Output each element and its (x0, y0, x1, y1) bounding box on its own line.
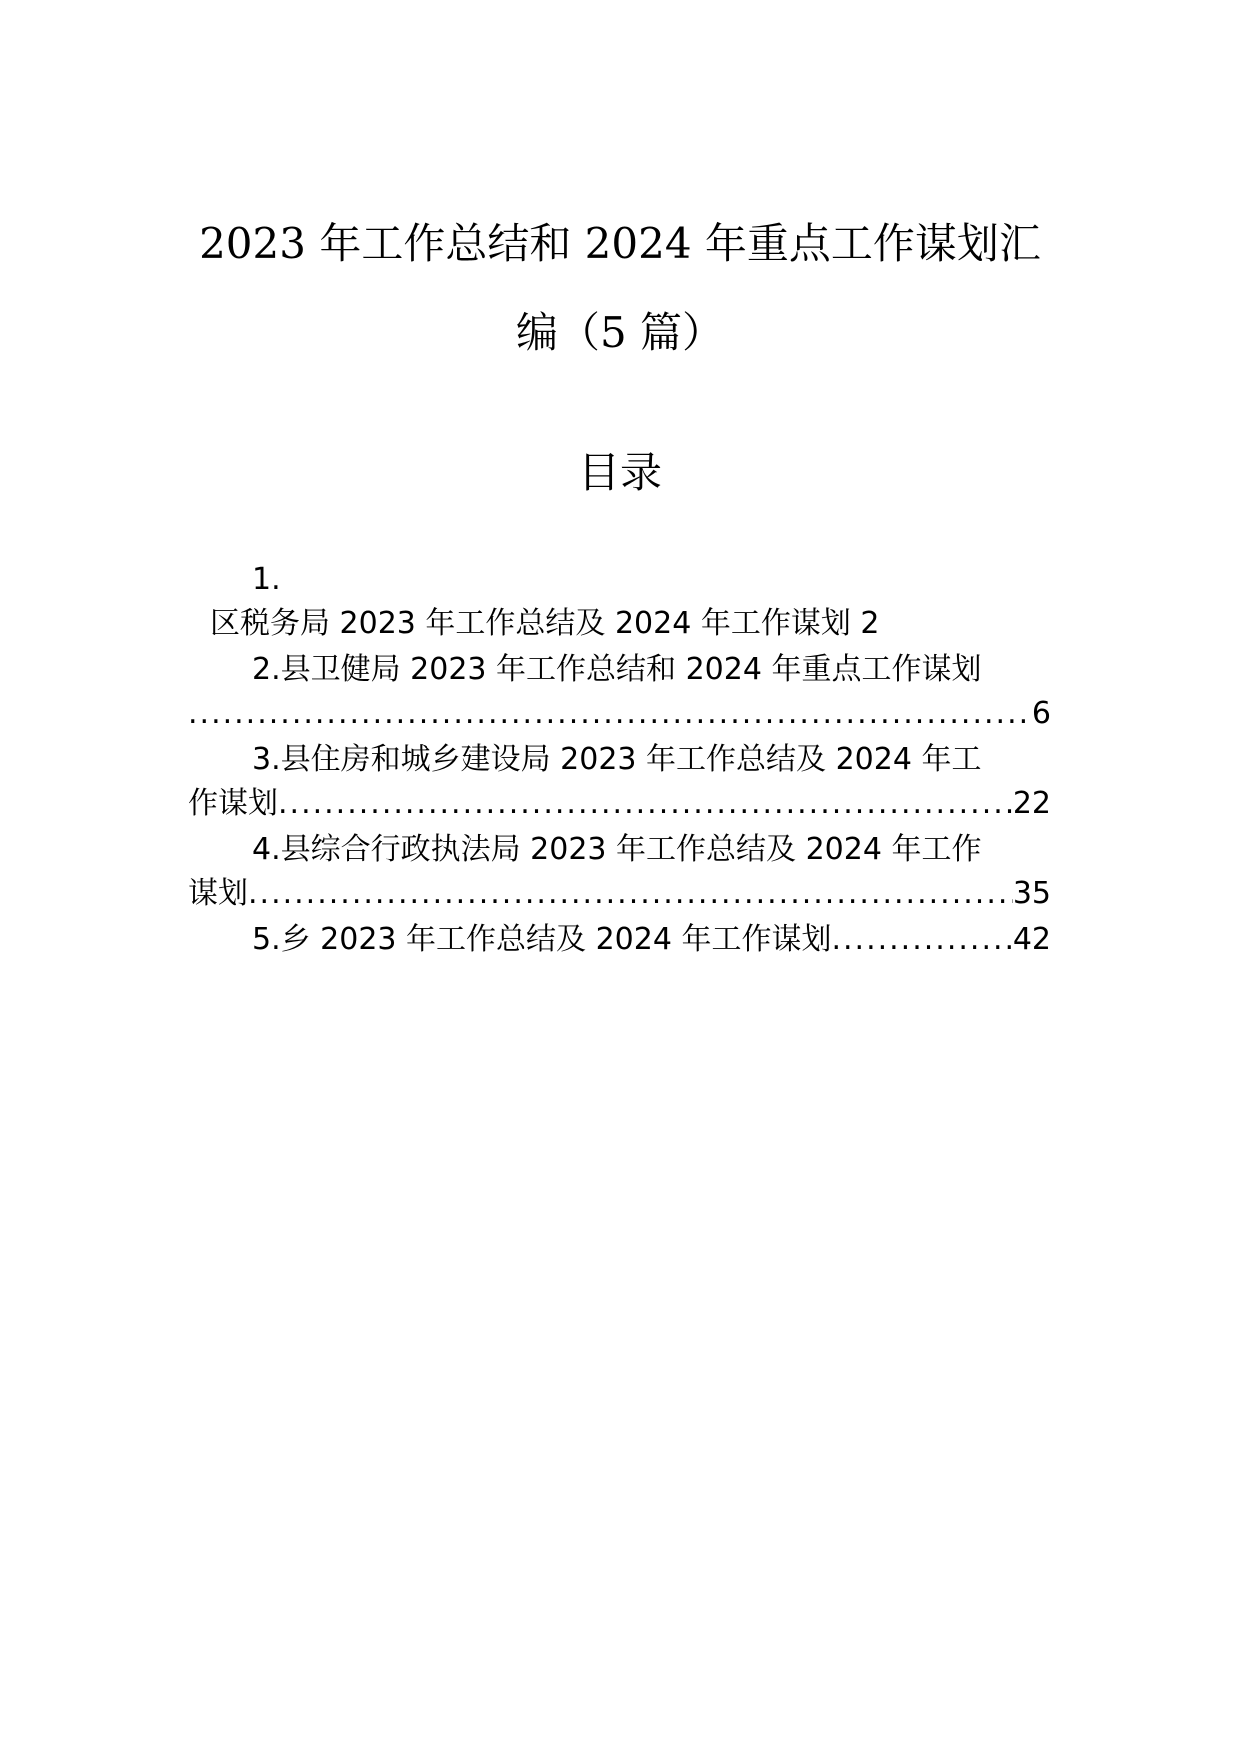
toc-entry-2-leader-row[interactable] (188, 694, 1051, 734)
toc-entry-3-page: 22 (1012, 786, 1051, 821)
document-title-line-1: 2023 年工作总结和 2024 年重点工作谋划汇 (199, 219, 1041, 268)
document-title-line-2: 编（5 篇） (515, 308, 725, 357)
toc-entry-5[interactable] (252, 920, 1051, 960)
toc-entry-1-text: 区税务局 2023 年工作总结及 2024 年工作谋划 (210, 606, 851, 641)
toc-entry-3-continuation: 作谋划 (188, 786, 278, 821)
toc-entry-1-number[interactable]: 1. (252, 562, 281, 597)
toc-entry-5-leader (831, 920, 1012, 960)
toc-entry-5-page: 42 (1012, 922, 1051, 957)
toc-entry-2-leader (188, 694, 1032, 734)
toc-entry-2-page: 6 (1031, 696, 1051, 731)
toc-entry-2-title[interactable]: 2.县卫健局 2023 年工作总结和 2024 年重点工作谋划 (252, 652, 982, 687)
toc-entry-4-page: 35 (1012, 876, 1051, 911)
toc-entry-3-leader-row[interactable] (188, 784, 1051, 824)
toc-entry-3-leader (278, 784, 1013, 824)
toc-entry-1[interactable] (210, 604, 879, 644)
toc-entry-4-leader (248, 874, 1013, 914)
toc-entry-3-title[interactable]: 3.县住房和城乡建设局 2023 年工作总结及 2024 年工 (252, 742, 982, 777)
toc-heading: 目录 (577, 448, 662, 497)
toc-entry-5-title: 5.乡 2023 年工作总结及 2024 年工作谋划 (252, 922, 832, 957)
toc-entry-1-page: 2 (860, 606, 880, 641)
toc-entry-4-title[interactable]: 4.县综合行政执法局 2023 年工作总结及 2024 年工作 (252, 832, 982, 867)
toc-entry-4-continuation: 谋划 (188, 876, 248, 911)
toc-entry-4-leader-row[interactable] (188, 874, 1051, 914)
